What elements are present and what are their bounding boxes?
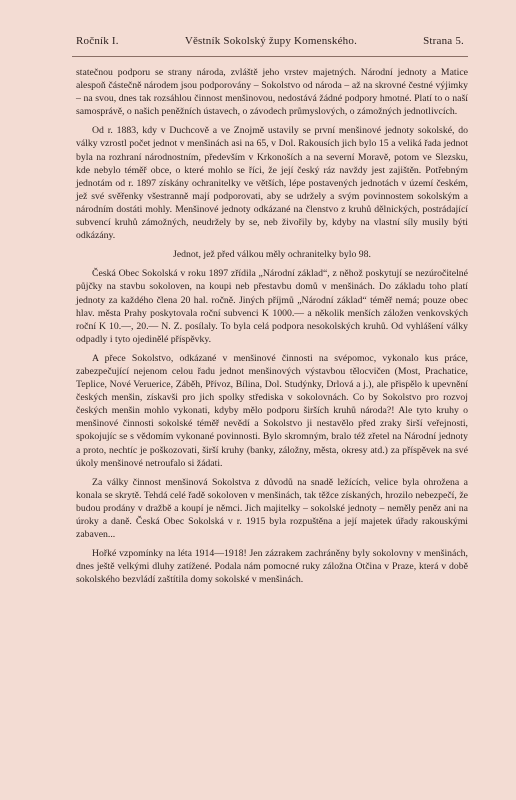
paragraph: Za války činnost menšinová Sokolstva z důvodů na snadě ležících, velice byla ohrožena a konala se skrytě. Tehdá celé řadě sokoloven v menšinách, tak těžce získaných, hrozilo nebezpečí, že budou prodány v dražbě a koupí je němci. Jich majitelky – sokolské jednoty – neměly peněz ani na úroky a daně. Česká Obec Sokolská v r. 1915 byla rozpuštěna a její majetek úřady rakouskými zabaven...	[76, 476, 468, 541]
header-rule	[72, 56, 468, 57]
journal-title: Věstník Sokolský župy Komenského.	[184, 35, 358, 47]
paragraph: Hořké vzpomínky na léta 1914—1918! Jen zázrakem zachráněny byly sokolovny v menšinách, dnes ještě velkými dluhy zatížené. Podala nám pomocné ruky záložna Otčina v Praze, která v době sokolského bezvládí zaštítila domy sokolské v menšinách.	[76, 548, 468, 586]
paragraph: Od r. 1883, kdy v Duchcově a ve Znojmě ustavily se první menšinové jednoty sokolské, do války vzrostl počet jednot v menšinách asi na 65, v Dol. Rakousích jich bylo 15 a veliká řada jednot byla na rozhraní národnostním, především v Krkonoších a na severní Moravě, potom ve Slezsku, kde nebylo téměř obce, o které mohlo se říci, že její český ráz navždy jest zajištěn. Potřebným jednotám od r. 1897 získány ochranitelky ve větších, lépe postavených jednotách v území českém, jež své svěřenky všestranně mají podporovati, aby se udržely a svým povinnostem sokolským a národním dostáti mohly. Menšinové jednoty odkázané na členstvo z kruhů dělnických, postrádající subvencí kruhů zámožných, neudržely by se, neb živořily by, kdyby na vlastní síly musily býti odkázány.	[76, 125, 468, 242]
volume-label: Ročník I.	[76, 35, 119, 47]
paragraph: Jednot, jež před válkou měly ochranitelky bylo 98.	[173, 249, 371, 261]
paragraph: Česká Obec Sokolská v roku 1897 zřídila „Národní základ“, z něhož poskytují se nezúročitelné půjčky na stavbu sokoloven, na koupi neb přestavbu domů v menšinách. Do základu toho platí jednoty za každého člena 20 hal. ročně. Jiných příjmů „Národní základ“ téměř nemá; pouze obec hlav. města Prahy poskytovala roční subvenci K 1000.— a několik menších záložen venkovských roční K 10.—, 20.— N. Z. posílaly. To byla celá podpora nesokolských kruhů. Od vyhlášení války odpadly i tyto ojedinělé příspěvky.	[76, 268, 468, 345]
page-number: Strana 5.	[423, 35, 464, 47]
article-body	[76, 66, 468, 592]
paragraph: A přece Sokolstvo, odkázané v menšinové činnosti na svépomoc, vykonalo kus práce, zabezpečující nejenom celou řadu jednot menšinových výstavbou tělocvičen (Most, Prachatice, Teplice, Nové Veruerice, Záběh, Přívoz, Bílina, Dol. Studýnky, Drlová a j.), ale přispělo k upevnění českých menšin, získavši pro jich spolky střediska v sokolovnách. Co by Sokolstvo pro rozvoj českých menšin mohlo vykonati, kdyby mělo podporu širších kruhů národa?! Ale tyto kruhy o menšinové činnosti sokolské téměř nevědí a Sokolstvo ji nestavělo před zraky širší veřejnosti, spokojujíc se s vědomím vykonané povinnosti. Bylo skromným, bralo též zřetel na Národní jednoty a proto, nechtíc je poškozovati, širší kruhy (banky, záložny, města, okresy atd.) za příspěvek na své úkoly menšinové netroufalo si žádati.	[76, 352, 468, 469]
paragraph: statečnou podporu se strany národa, zvláště jeho vrstev majetných. Národní jednoty a Matice alespoň částečně národem jsou podporovány – Sokolstvo od národa – až na skrovné čestné výjimky – na svou, dnes tak rozsáhlou činnost menšinovou, nedostává žádné podpory hmotné. Platí to o naší samosprávě, o našich peněžních ústavech, o závodech průmyslových, o zámožných jednotlivcích.	[76, 67, 468, 118]
page-header	[76, 35, 464, 47]
